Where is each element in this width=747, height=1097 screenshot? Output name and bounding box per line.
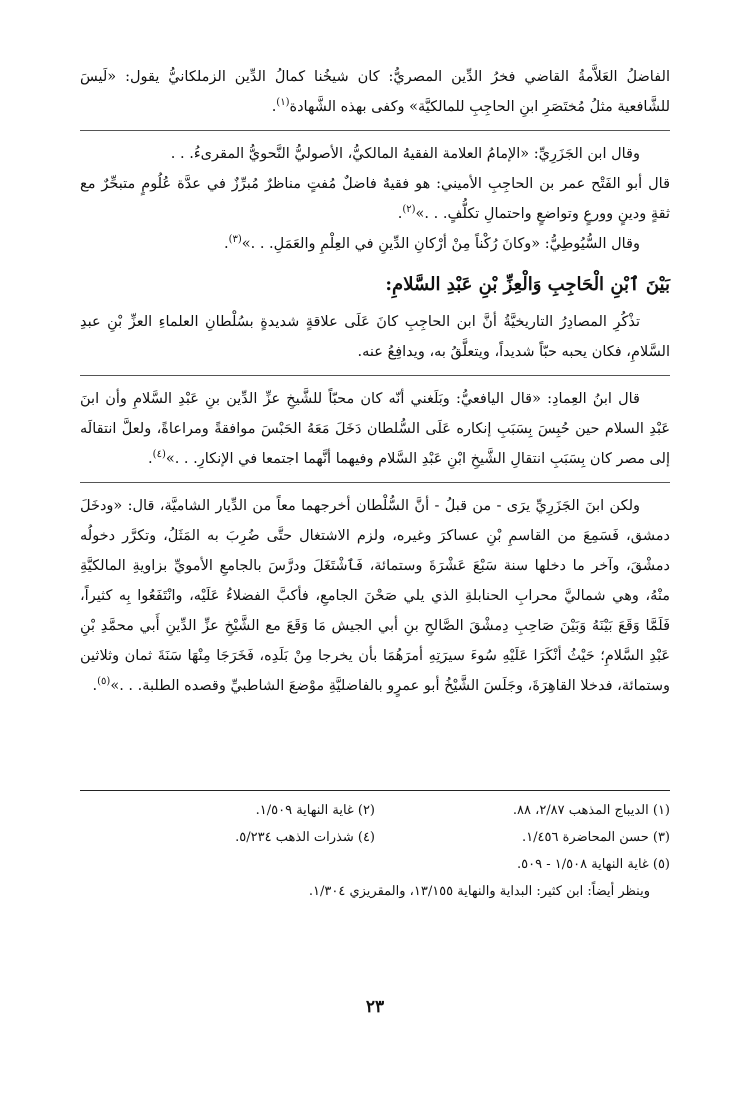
paragraph-ibn-imad-quote xyxy=(80,384,670,474)
paragraph-text: ولكن ابنَ الجَزَرِيِّ يرَى - من قبلُ - أنَّ السُّلْطان أخرجهما معاً من الدِّيار الشاميَّة، قال: «ودخَلَ دمشق، فَسَمِعَ من القاسمِ بْنِ عساكرَ وغيره، ولزم الاشتغال حتَّى ضُرِبَ به المَثَلُ، وتكرَّر دخولُه دمشْقَ، وآخر ما دخلها سنة سَبْعَ عَشْرَةَ وستمائة، فَٱشْتَغَلَ ودرَّسَ بالجامعِ الأمويِّ بزاويةِ المالكيَّةِ منْهُ، وهي شماليَّ محرابِ الحنابلةِ الذي يلي صَحْنَ الجامعِ، فأكبَّ الفضلاءُ عَلَيْه، وانْتَفَعُوا بِه كثيراً، فَلَمَّا وَقَعَ بَيْنَهُ وَبَيْنَ صَاحِبِ دِمشْقَ الصَّالحِ بنِ أبي الجيش مَا وَقَعَ مع الشَّيْخِ عزِّ الدِّينِ أَبي محمَّدِ بْنِ عَبْدِ السَّلامِ؛ حَيْثُ أنْكَرَا عَلَيْهِ سُوءَ سيرَتِهِ أمرَهُمَا بأن يخرجا مِنْ بَلَدِه، فَخَرَجَا مِنْهَا سَنَةَ ثمان وثلاثين وستمائة، فدخلا القاهِرَةَ، وجَلَسَ الشَّيْخُ أبو عمرٍو بالفاضليَّةِ موْضعَ الشاطبيِّ وقصده الطلبة. . .» xyxy=(80,498,670,694)
page-number: ٢٣ xyxy=(365,997,385,1017)
footnotes-rule xyxy=(80,790,670,791)
paragraph-abu-fath-quote xyxy=(80,169,670,229)
paragraph-text: الفاضلُ العَلاَّمةُ القاضي فخرُ الدِّين المصريُّ: كان شيخُنا كمالُ الدِّين الزملكانيُّ يقول: «لَيسَ للشَّافعية مثلُ مُختَصَرِ ابنِ الحاجِبِ للمالكيَّة» وكفى بهذه الشَّهادة xyxy=(80,69,670,115)
paragraph-tail: . xyxy=(223,236,229,252)
paragraph-text: قال أبو الفَتْح عمر بن الحاجِبِ الأميني: هو فقيهٌ فاضلٌ مُفتٍ مناظرٌ مُبرِّزٌ في عدَّة عُلُومٍ متبحِّرٌ مع ثقةٍ ودينٍ وورعٍ وتواضعٍ واحتمالِ تكلُّفٍ. . .» xyxy=(80,176,670,222)
paragraph-sources: تذْكُرِ المصادِرُ التاريخيَّةُ أنَّ ابن الحاجِبِ كانَ عَلَى علاقةٍ شديدةٍ بسُلْطانِ العلماءِ العزِّ بْنِ عبدِ السَّلامِ، فكان يحبه حبّاً شديداً، ويتعلَّقُ به، ويدافِعُ عنه. xyxy=(80,314,670,360)
footnote-ref: (٣) xyxy=(228,234,242,246)
footnote-4: (٤) شذرات الذهب ٥/٢٣٤. xyxy=(235,830,375,845)
footnote-ref: (٥) xyxy=(97,676,111,688)
paragraph-tail: . xyxy=(397,206,403,222)
footnote-row xyxy=(80,797,670,824)
paragraph-suyuti-quote xyxy=(80,229,670,259)
paragraph-jazari-quote: وقال ابن الجَزَرِيِّ: «الإمامُ العلامة الفقيهُ المالكيُّ، الأصوليُّ النَّحويُّ المقرىءُ. . . xyxy=(170,146,640,162)
paragraph-jazari-narrative xyxy=(80,491,670,701)
paragraph-fakhr-quote xyxy=(80,62,670,122)
paragraph-text: وقال السُّيُوطِيُّ: «وكانَ رُكْناً مِنْ أرْكانِ الدِّينِ في العِلْمِ والعَمَلِ. . .» xyxy=(241,236,640,252)
separator-rule xyxy=(80,482,670,483)
footnote-5: (٥) غاية النهاية ١/٥٠٨ - ٥٠٩. xyxy=(517,857,670,872)
footnote-row xyxy=(80,824,670,851)
footnote-ref: (٢) xyxy=(402,204,416,216)
separator-rule xyxy=(80,130,670,131)
section-heading: بَيْنَ ٱبْنِ الْحَاجِبِ وَالْعِزِّ بْنِ عَبْدِ السَّلامِ: xyxy=(385,274,670,295)
footnote-5-see-also: وينظر أيضاً: ابن كثير: البداية والنهاية ١٣/١٥٥، والمقريزي ١/٣٠٤. xyxy=(308,884,650,899)
footnotes-section xyxy=(80,790,670,905)
footnote-ref: (١) xyxy=(276,97,290,109)
paragraph-text: قال ابنُ العِمادِ: «قال اليافعيُّ: وبَلَغني أنّه كان محبّاً للشَّيخِ عزِّ الدِّين بنِ عَبْدِ السَّلامِ وأن ابنَ عَبْدِ السلام حين حُبِسَ بِسَبَبِ إنكاره عَلَى السُّلطان دَخَلَ مَعَهُ الحَبْسَ موافقةً ومراعاةً، ولعلَّ انتقالَه إلى مصر كان بِسَبَبِ انتقالِ الشَّيخِ ابْنِ عَبْدِ السَّلام وفيهما أنَّهما اجتمعا في الإنكارِ. . .» xyxy=(80,391,670,467)
book-page xyxy=(80,62,670,1032)
footnote-2: (٢) غاية النهاية ١/٥٠٩. xyxy=(255,803,375,818)
separator-rule xyxy=(80,375,670,376)
paragraph-tail: . xyxy=(271,99,277,115)
paragraph-tail: . xyxy=(148,451,153,467)
footnote-3: (٣) حسن المحاضرة ١/٤٥٦. xyxy=(522,830,670,845)
footnote-ref: (٤) xyxy=(152,449,166,461)
paragraph-tail: . xyxy=(92,678,98,694)
footnote-1: (١) الديباج المذهب ٢/٨٧، ٨٨. xyxy=(512,803,670,818)
